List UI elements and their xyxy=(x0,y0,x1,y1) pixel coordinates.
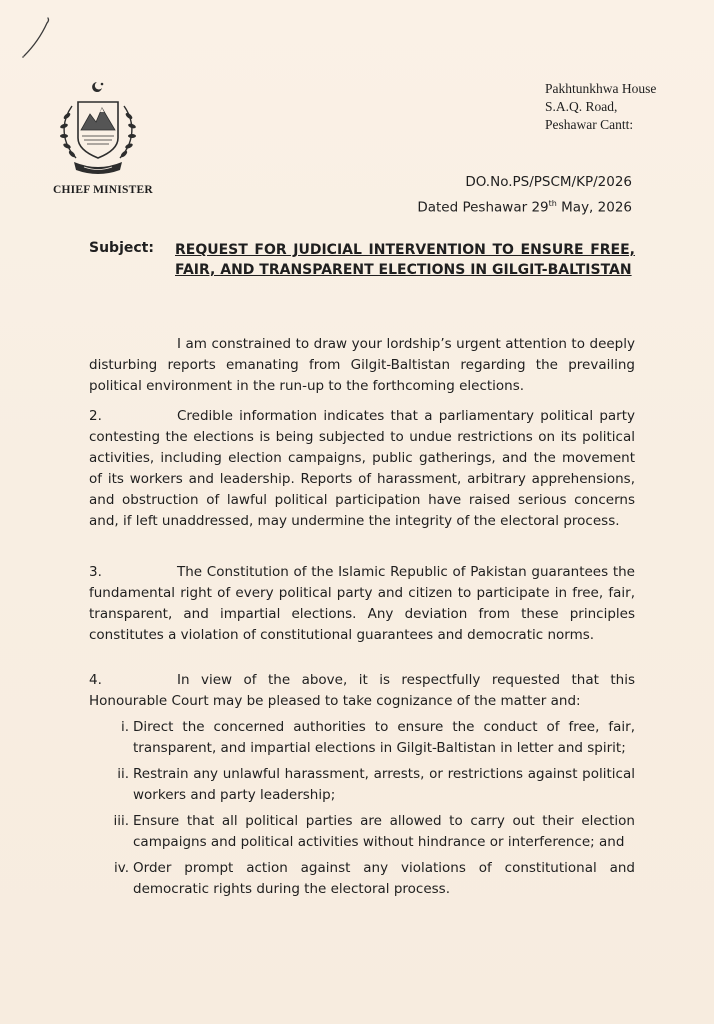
paragraph-number: 3. xyxy=(89,564,102,580)
designation: CHIEF MINISTER xyxy=(53,184,153,196)
address-line: Pakhtunkhwa House xyxy=(545,81,657,96)
address-line: S.A.Q. Road, xyxy=(545,99,618,114)
list-item xyxy=(105,811,635,853)
pen-stroke-mark xyxy=(18,14,58,64)
list-number: iii. xyxy=(113,813,129,829)
address-line: Peshawar Cantt: xyxy=(545,117,634,132)
paragraph-text: I am constrained to draw your lordship’s urgent attention to deeply disturbing reports emanating from Gilgit-Baltistan regarding the prevailing political environment in the run-up to the forthcoming elections. xyxy=(89,336,635,394)
date-ordinal: th xyxy=(548,199,557,208)
paragraph-1 xyxy=(89,334,635,397)
request-list xyxy=(105,717,635,905)
list-number: iv. xyxy=(114,860,129,876)
list-text: Restrain any unlawful harassment, arrests, or restrictions against political workers and party leadership; xyxy=(133,766,635,803)
provincial-emblem-icon xyxy=(50,78,146,178)
list-number: ii. xyxy=(117,766,129,782)
paragraph-number: 2. xyxy=(89,408,102,424)
letter-date xyxy=(417,193,632,219)
paragraph-2 xyxy=(89,406,635,532)
list-item xyxy=(105,858,635,900)
list-item xyxy=(105,717,635,759)
paragraph-text: Credible information indicates that a parliamentary political party contesting the elections is being subjected to undue restrictions on its political activities, including election campaigns, public gatherings, and the movement of its workers and leadership. Reports of harassment, arbitrary apprehensions, and obstruction of lawful political participation have raised serious concerns and, if left unaddressed, may undermine the integrity of the electoral process. xyxy=(89,408,635,529)
date-prefix: Dated Peshawar 29 xyxy=(417,199,549,216)
list-text: Ensure that all political parties are allowed to carry out their election campaigns and political activities without hindrance or interference; and xyxy=(133,813,635,850)
paragraph-4 xyxy=(89,670,635,712)
paragraph-text: The Constitution of the Islamic Republic of Pakistan guarantees the fundamental right of every political party and citizen to participate in free, fair, transparent, and impartial elections. Any deviation from these principles constitutes a violation of constitutional guarantees and democratic norms. xyxy=(89,564,635,643)
paragraph-3 xyxy=(89,562,635,646)
sender-address xyxy=(545,80,656,134)
date-suffix: May, 2026 xyxy=(556,199,632,216)
subject-text: REQUEST FOR JUDICIAL INTERVENTION TO ENSURE FREE, FAIR, AND TRANSPARENT ELECTIONS IN GILGIT-BALTISTAN xyxy=(175,242,635,278)
paragraph-number: 4. xyxy=(89,672,102,688)
paragraph-text: In view of the above, it is respectfully requested that this Honourable Court may be pleased to take cognizance of the matter and: xyxy=(89,672,635,709)
list-text: Direct the concerned authorities to ensure the conduct of free, fair, transparent, and impartial elections in Gilgit-Baltistan in letter and spirit; xyxy=(133,719,635,756)
list-number: i. xyxy=(120,719,129,735)
subject-label: Subject: xyxy=(89,240,154,256)
reference-block xyxy=(417,172,632,219)
reference-number: DO.No.PS/PSCM/KP/2026 xyxy=(465,174,632,190)
list-text: Order prompt action against any violations of constitutional and democratic rights during the electoral process. xyxy=(133,860,635,897)
list-item xyxy=(105,764,635,806)
